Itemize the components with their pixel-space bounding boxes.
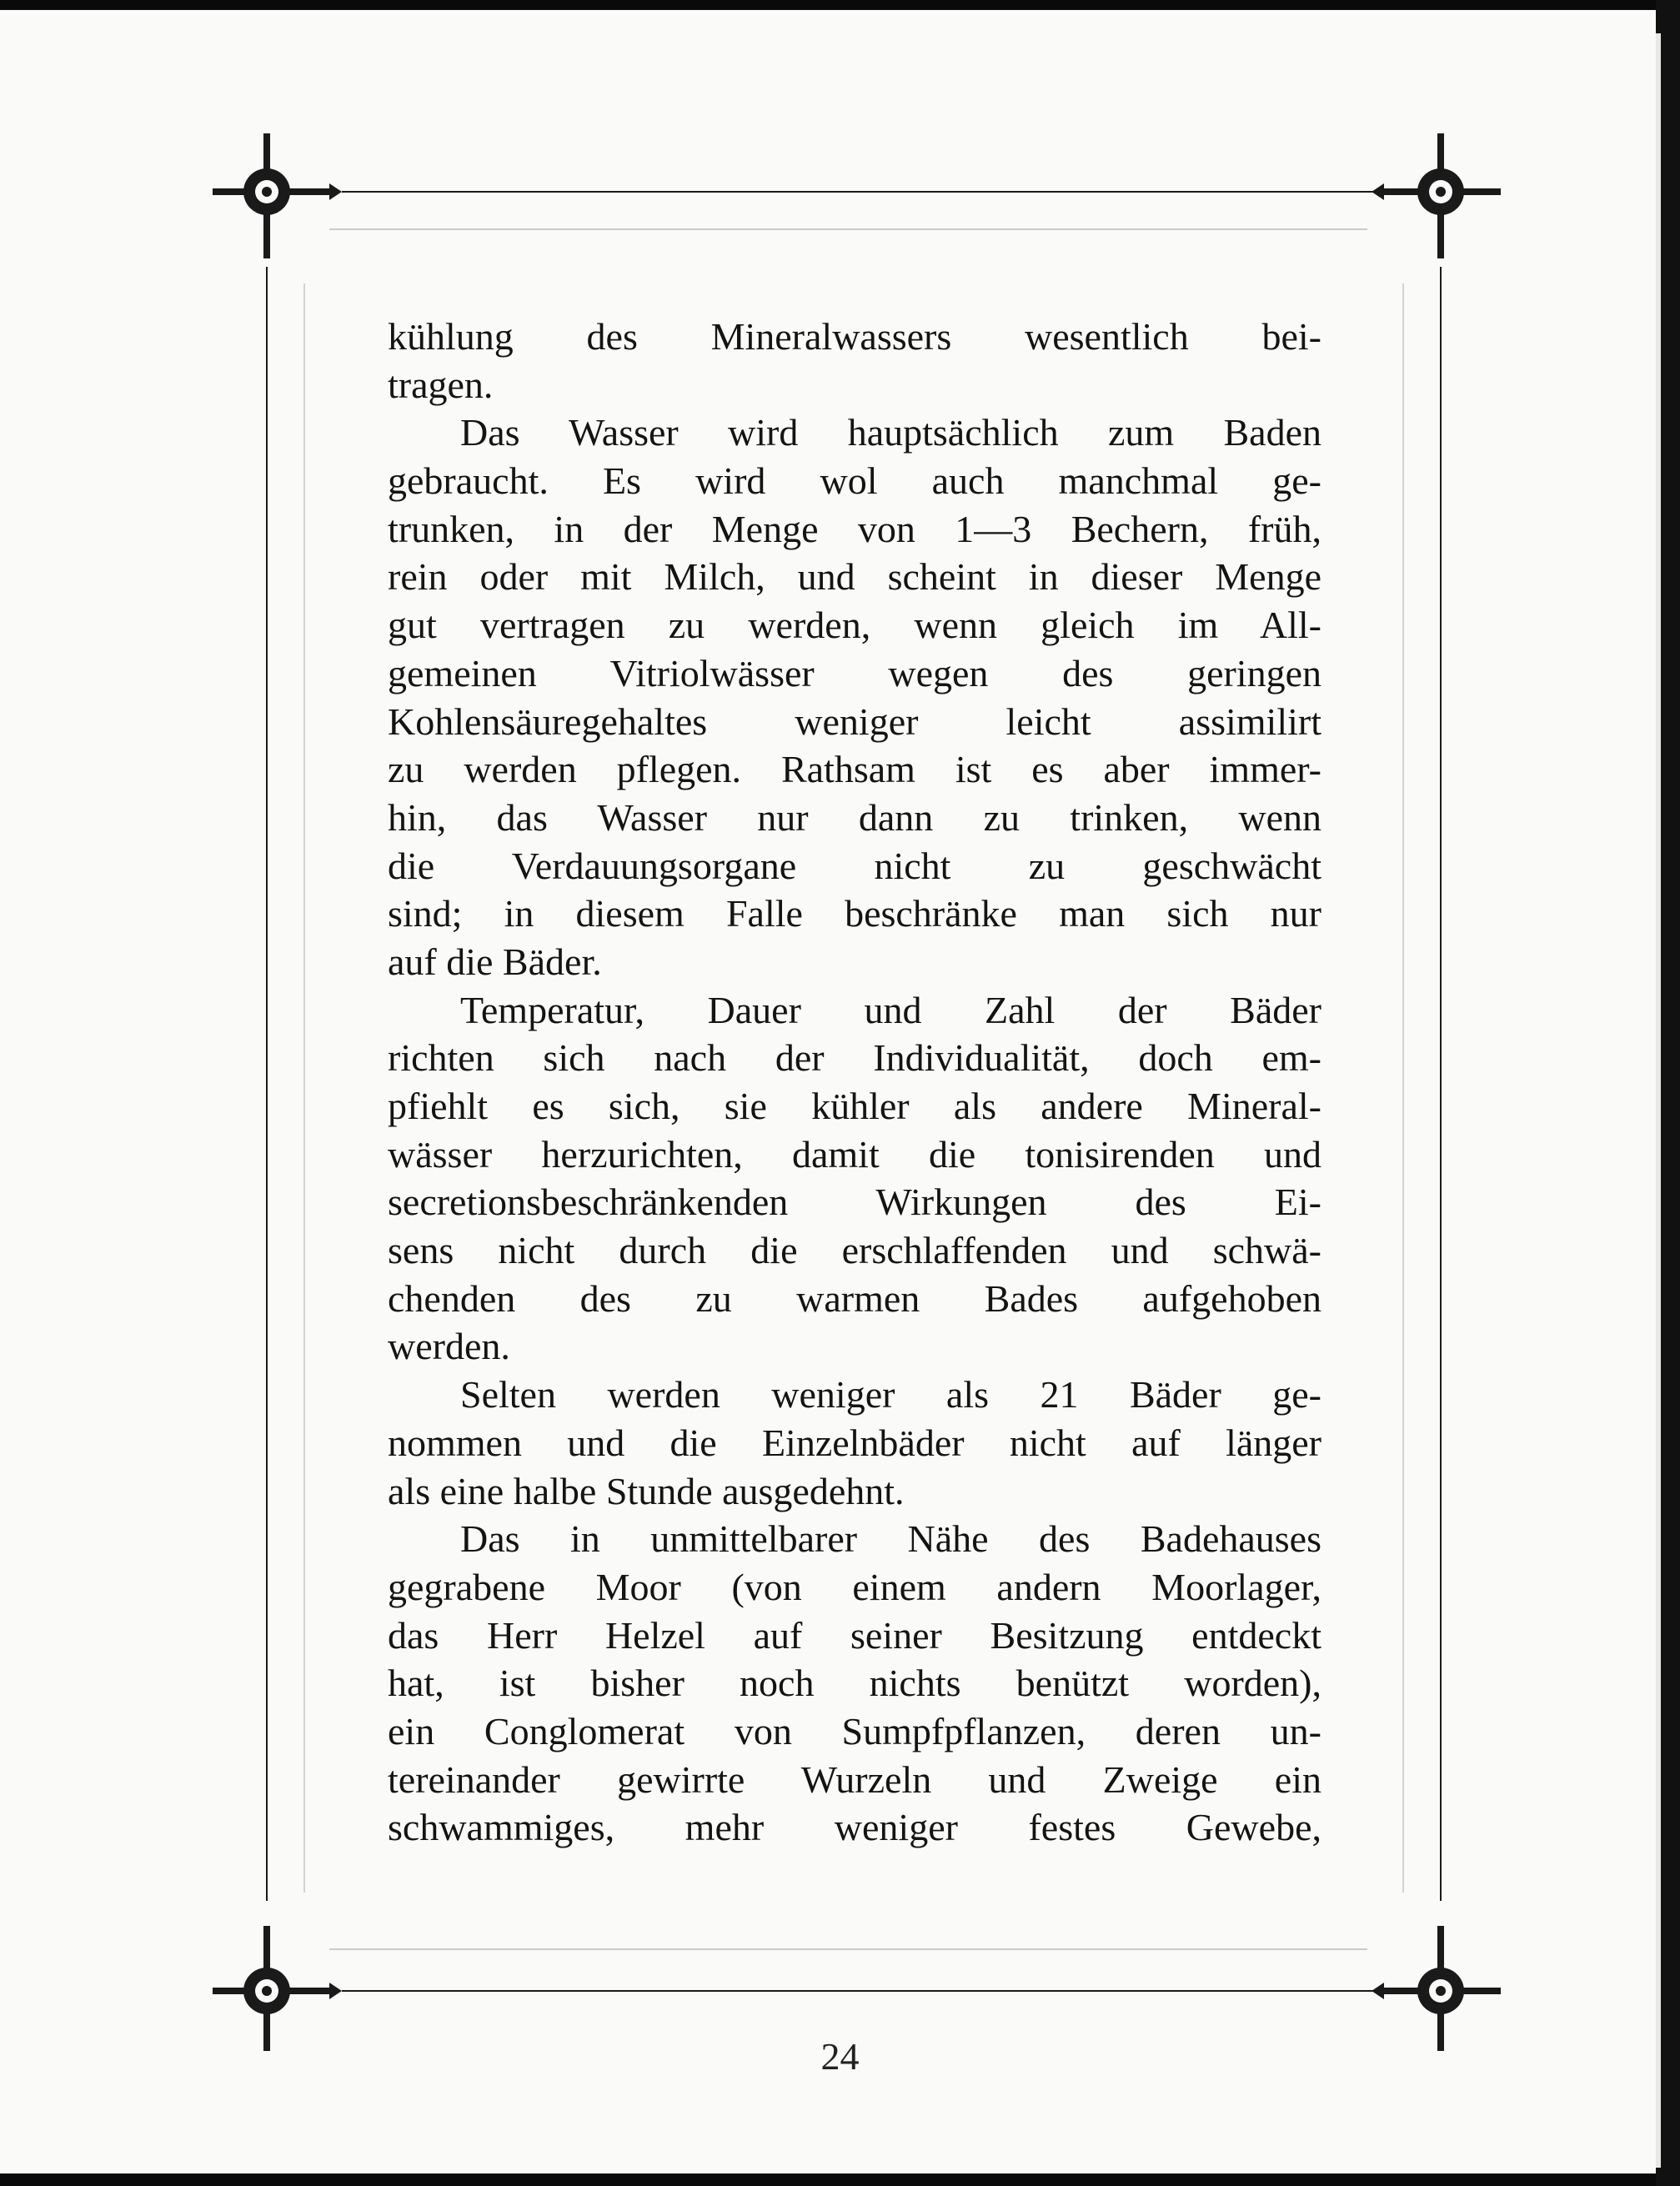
text-line: schwammiges, mehr weniger festes Gewebe, xyxy=(388,1806,1321,1849)
text-line: pfiehlt es sich, sie kühler als andere Mineral- xyxy=(388,1085,1321,1127)
text-line: trunken, in der Menge von 1—3 Bechern, früh, xyxy=(388,507,1321,550)
text-line: nommen und die Einzelnbäder nicht auf länger xyxy=(388,1421,1321,1464)
text-line: secretionsbeschränkenden Wirkungen des Ei- xyxy=(388,1181,1321,1224)
text-line: Kohlensäuregehaltes weniger leicht assimilirt xyxy=(388,699,1321,743)
corner-ornament-top-left xyxy=(213,133,342,258)
corner-ornament-bottom-left xyxy=(213,1926,342,2051)
text-line: das Herr Helzel auf seiner Besitzung entdeckt xyxy=(388,1613,1321,1657)
text-line: rein oder mit Milch, und scheint in dieser Menge xyxy=(388,555,1321,599)
text-line: Das in unmittelbarer Nähe des Badehauses xyxy=(460,1517,1321,1561)
text-line: sind; in diesem Falle beschränke man sich nur xyxy=(388,892,1321,935)
text-line: die Verdauungsorgane nicht zu geschwächt xyxy=(388,844,1321,887)
text-line: richten sich nach der Individualität, doch em- xyxy=(388,1036,1321,1080)
text-line: ein Conglomerat von Sumpfpflanzen, deren un- xyxy=(388,1709,1321,1752)
text-line: gegrabene Moor (von einem andern Moorlager, xyxy=(388,1565,1321,1608)
page-number: 24 xyxy=(820,2035,860,2078)
text-line: tereinander gewirrte Wurzeln und Zweige ein xyxy=(388,1757,1321,1801)
text-line: Temperatur, Dauer und Zahl der Bäder xyxy=(460,988,1321,1031)
text-line: als eine halbe Stunde ausgedehnt. xyxy=(388,1469,905,1512)
text-line: zu werden pflegen. Rathsam ist es aber immer- xyxy=(388,748,1321,791)
text-line: sens nicht durch die erschlaffenden und schwä- xyxy=(388,1229,1321,1272)
text-line: hin, das Wasser nur dann zu trinken, wenn xyxy=(388,795,1321,839)
text-line: werden. xyxy=(388,1325,510,1368)
text-line: hat, ist bisher noch nichts benützt worden), xyxy=(388,1662,1321,1705)
corner-ornament-bottom-right xyxy=(1372,1926,1501,2051)
text-line: gut vertragen zu werden, wenn gleich im All- xyxy=(388,604,1321,647)
text-line: Das Wasser wird hauptsächlich zum Baden xyxy=(460,411,1321,454)
text-line: tragen. xyxy=(388,363,494,406)
text-line: auf die Bäder. xyxy=(388,940,602,983)
text-line: wässer herzurichten, damit die tonisirenden und xyxy=(388,1132,1321,1176)
corner-ornament-top-right xyxy=(1372,133,1501,258)
text-line: kühlung des Mineralwassers wesentlich bei- xyxy=(388,315,1321,358)
text-line: Selten werden weniger als 21 Bäder ge- xyxy=(460,1373,1321,1416)
body-text xyxy=(388,313,1321,1852)
text-line: gebraucht. Es wird wol auch manchmal ge- xyxy=(388,459,1321,503)
text-line: gemeinen Vitriolwässer wegen des geringen xyxy=(388,651,1321,694)
text-line: chenden des zu warmen Bades aufgehoben xyxy=(388,1276,1321,1320)
